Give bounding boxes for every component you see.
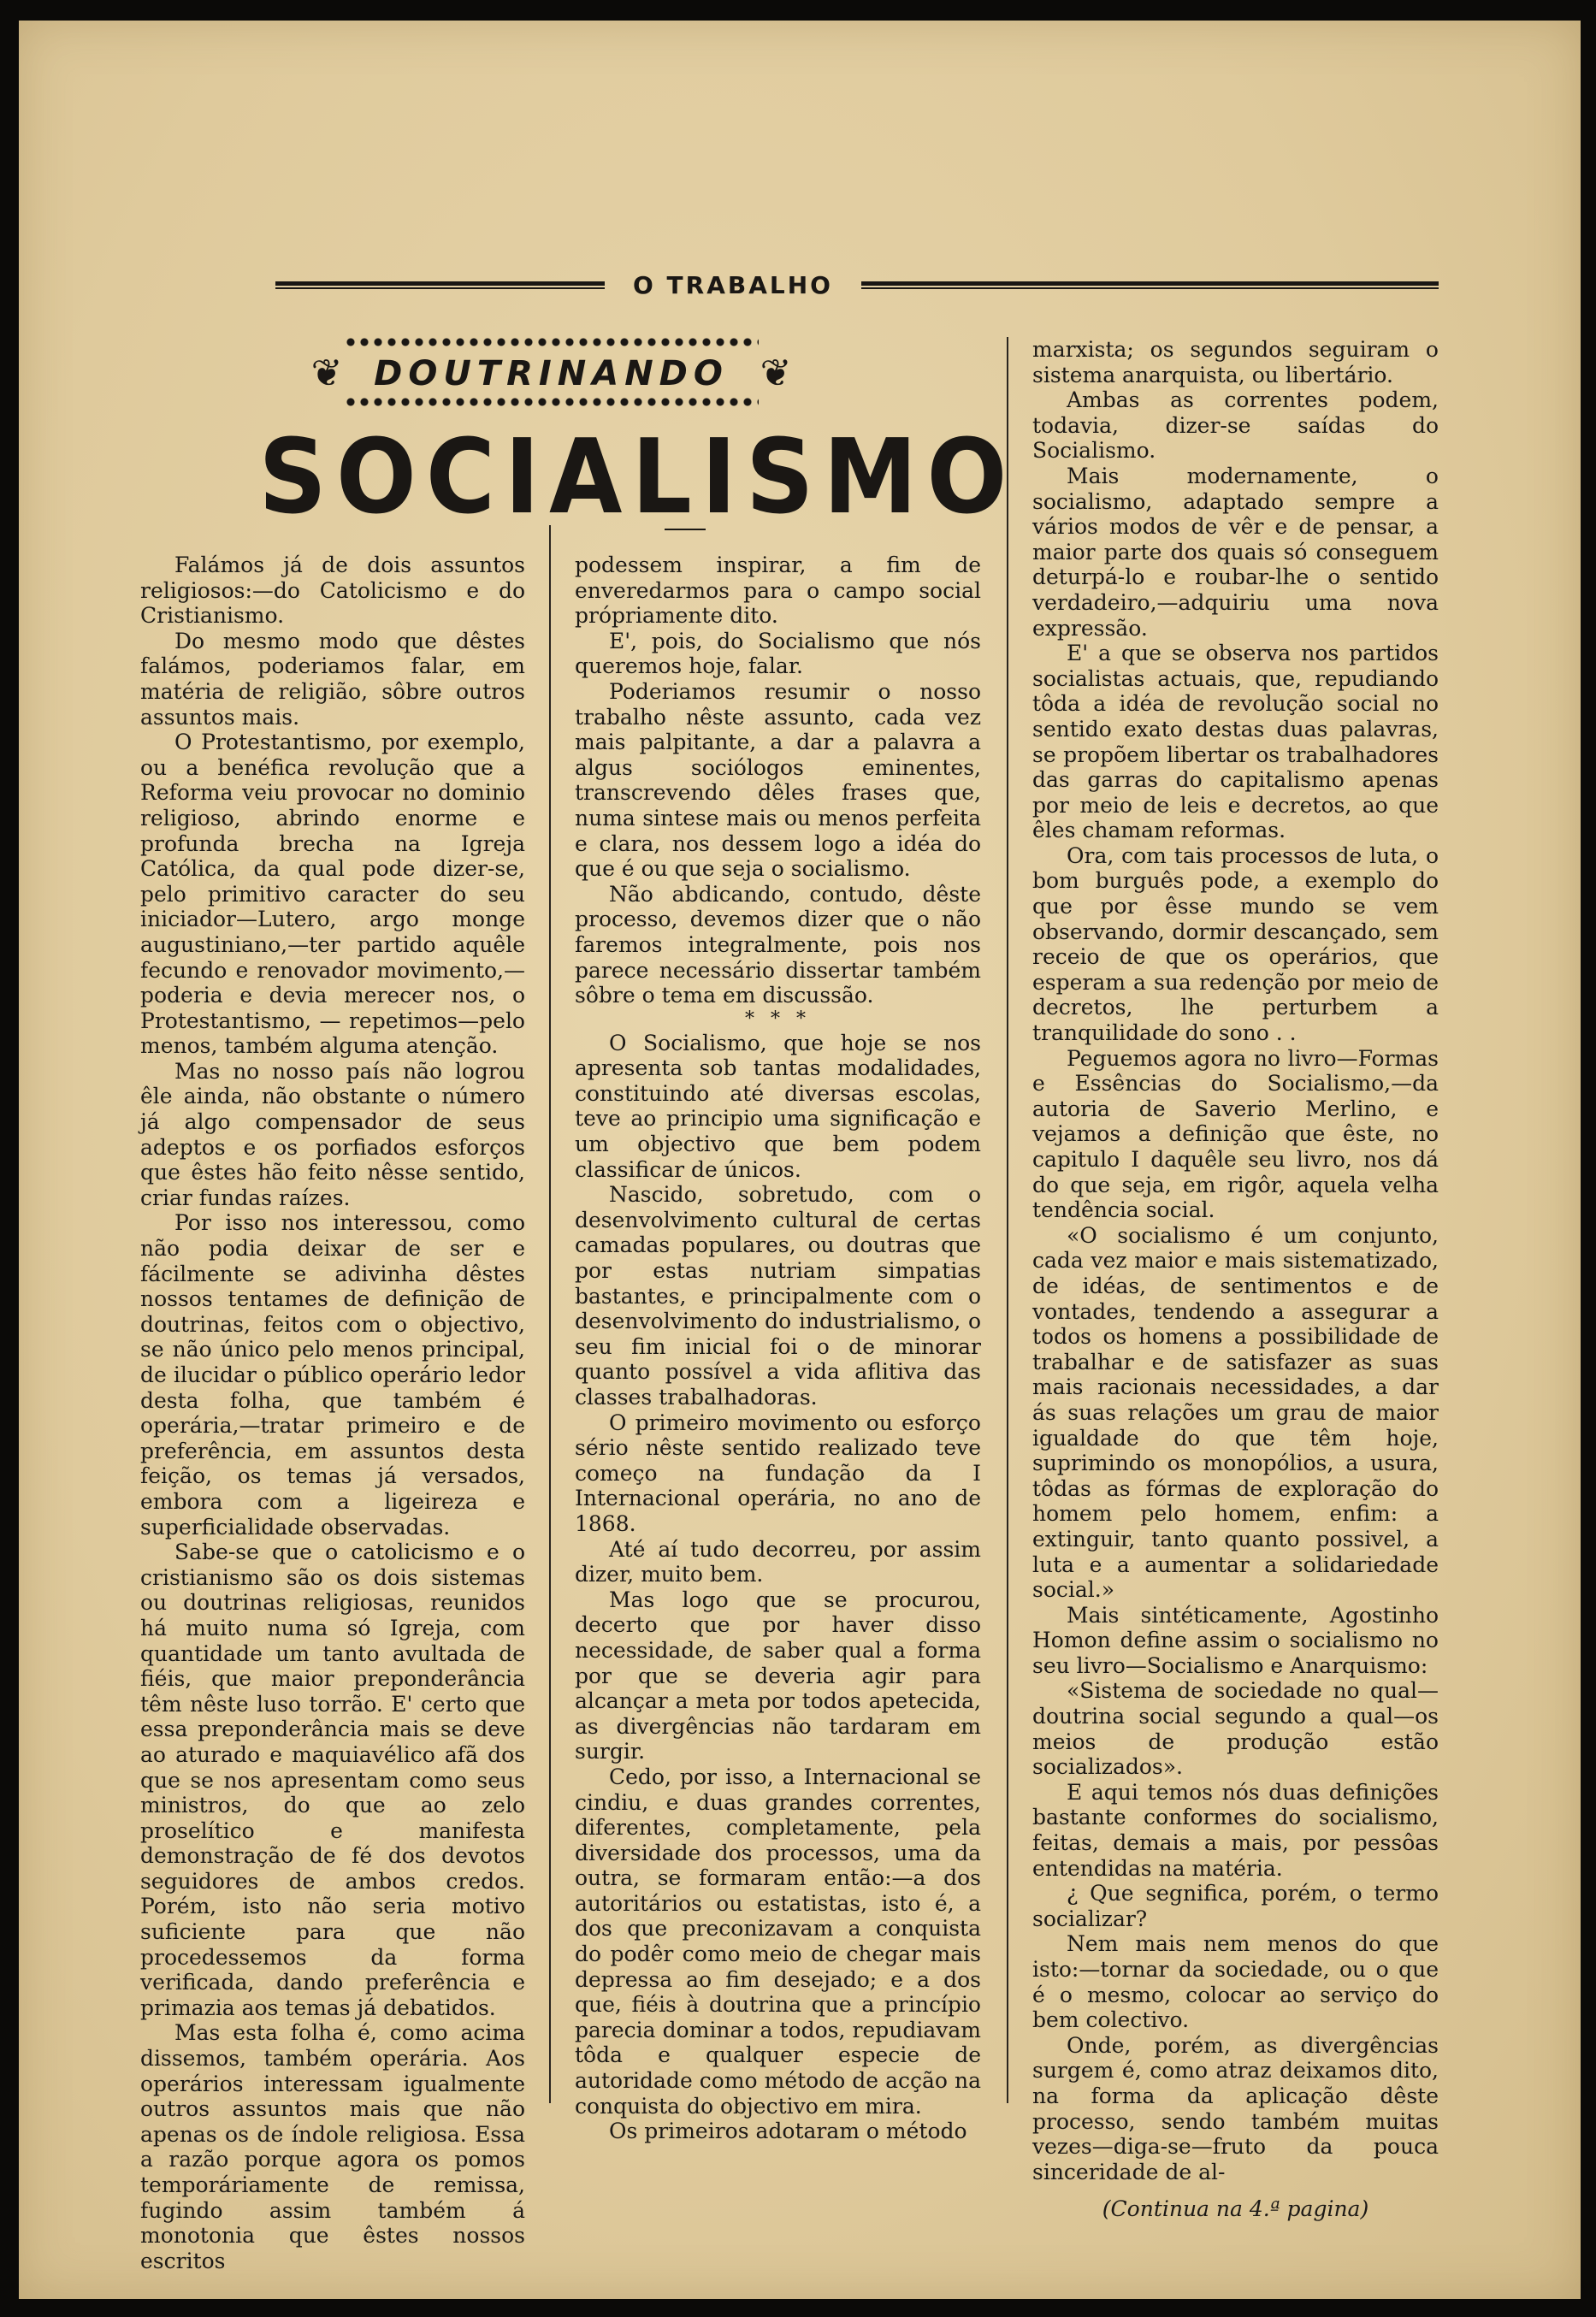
paragraph: O primeiro movimento ou esforço sério nêste sentido realizado teve começo na fundação da I Internacional operária, no ano de 1868.	[575, 1410, 981, 1536]
column-divider-2	[1007, 337, 1008, 2103]
quotation: «O socialismo é um conjunto, cada vez maior e mais sistematizado, de idéas, de sentimentos e de vontades, tendendo a assegurar a todos os homens a possibilidade de trabalhar e de satisfazer as suas mais racionais necessidades, a dar ás suas relações um grau de maior igualdade do que têm hoje, suprimindo os monopólios, a usura, tôdas as fórmas de exploração do homem pelo homem, enfim: a extinguir, tanto quanto possivel, a luta e a aumentar a solidariedade social.»	[1032, 1222, 1439, 1603]
paragraph: E', pois, do Socialismo que nós queremos hoje, falar.	[575, 628, 981, 679]
column-divider-1	[549, 525, 551, 2103]
paragraph: Mas esta folha é, como acima dissemos, também operária. Aos operários interessam igualmente outros assuntos mais que não apenas os de índole religiosa. Essa a razão porque agora os pomos temporáriamente de remissa, fugindo assim também á monotonia que êstes nossos escritos	[140, 2020, 525, 2273]
paragraph: E' a que se observa nos partidos socialistas actuais, que, repudiando tôda a idéa de revolução social no sentido exato destas duas palavras, se propõem libertar os trabalhadores das garras do capitalismo apenas por meio de leis e decretos, ao que êles chamam reformas.	[1032, 641, 1439, 843]
headline-rule	[665, 529, 706, 530]
continuation-note: (Continua na 4.ª pagina)	[1102, 2196, 1369, 2222]
article-column-3	[1032, 337, 1439, 2222]
ornament-right-icon: ❦	[760, 352, 792, 395]
paragraph: Peguemos agora no livro—Formas e Essências do Socialismo,—da autoria de Saverio Merlino, e vejamos a definição que êste, no capitulo I daquêle seu livro, nos dá do que seja, em rigôr, aquela velha tendência social.	[1032, 1045, 1439, 1223]
paragraph: Nascido, sobretudo, com o desenvolvimento cultural de certas camadas populares, ou doutras que por estas nutriam simpatias bastantes, e principalmente com o desenvolvimento do industrialismo, o seu fim inicial foi o de minorar quanto possível a vida aflitiva das classes trabalhadoras.	[575, 1182, 981, 1410]
newspaper-page	[19, 21, 1581, 2299]
paragraph: Ambas as correntes podem, todavia, dizer-se saídas do Socialismo.	[1032, 387, 1439, 464]
paragraph: E aqui temos nós duas definições bastante conformes do socialismo, feitas, demais a mais, por pessôas entendidas na matéria.	[1032, 1779, 1439, 1881]
paragraph: O Socialismo, que hoje se nos apresenta sob tantas modalidades, constituindo até diversas escolas, teve ao principio uma significação e um objectivo que bem podem classificar de únicos.	[575, 1030, 981, 1182]
quotation: «Sistema de sociedade no qual—doutrina social segundo a qual—os meios de produção estão socializados».	[1032, 1678, 1439, 1780]
paragraph: Mais modernamente, o socialismo, adaptado sempre a vários modos de vêr e de pensar, a maior parte dos quais só conseguem deturpá-lo e roubar-lhe o sentido verdadeiro,—adquiriu uma nova expressão.	[1032, 463, 1439, 641]
paragraph: Mas no nosso país não logrou êle ainda, não obstante o número já algo compensador de seus adeptos e os porfiados esforços que êstes hão feito nêsse sentido, criar fundas raízes.	[140, 1058, 525, 1210]
masthead-rule-right	[861, 281, 1439, 289]
paragraph: Até aí tudo decorreu, por assim dizer, muito bem.	[575, 1536, 981, 1587]
masthead	[275, 271, 1439, 297]
paragraph: O Protestantismo, por exemplo, ou a benéfica revolução que a Reforma veiu provocar no dominio religioso, abrindo enorme e profunda brecha na Igreja Católica, da qual pode dizer-se, pelo primitivo caracter do seu iniciador—Lutero, argo monge augustiniano,—ter partido aquêle fecundo e renovador movimento,—poderia e devia merecer nos, o Protestantismo, — repetimos—pelo menos, também alguma atenção.	[140, 730, 525, 1059]
banner-dots-top	[344, 336, 759, 348]
paragraph: Ora, com tais processos de luta, o bom burguês pode, a exemplo do que por êsse mundo se vem observando, dormir descançado, sem receio de que os operários, que esperam a sua redenção por meio de decretos, lhe perturbem a tranquilidade do sono . .	[1032, 842, 1439, 1046]
paragraph: Sabe-se que o catolicismo e o cristianismo são os dois sistemas ou doutrinas religiosas, reunidos há muito numa só Igreja, com quantidade um tanto avultada de fiéis, que maior preponderância têm nêste luso torrão. E' certo que essa preponderância mais se deve ao aturado e maquiavélico afã dos que se nos apresentam como seus ministros, do que ao zelo proselítico e manifesta demonstração de fé dos devotos seguidores de ambos credos. Porém, isto não seria motivo suficiente para que não procedessemos da forma verificada, dando preferência e primazia aos temas já debatidos.	[140, 1540, 525, 2020]
paragraph: Mas logo que se procurou, decerto que por haver disso necessidade, de saber qual a forma por que se deveria agir para alcançar a meta por todos apetecida, as divergências não tardaram em surgir.	[575, 1587, 981, 1764]
paragraph: Não abdicando, contudo, dêste processo, devemos dizer que o não faremos integralmente, pois nos parece necessário dissertar também sôbre o tema em discussão.	[575, 881, 981, 1008]
banner-dots-bottom	[344, 396, 759, 408]
paragraph: podessem inspirar, a fim de enveredarmos para o campo social própriamente dito.	[575, 553, 981, 629]
paragraph: Mais sintéticamente, Agostinho Homon define assim o socialismo no seu livro—Socialismo e Anarquismo:	[1032, 1602, 1439, 1678]
paragraph: Os primeiros adotaram o método	[609, 2119, 967, 2144]
paragraph: Nem mais nem menos do que isto:—tornar da sociedade, ou o que é o mesmo, colocar ao serviço do bem colectivo.	[1032, 1931, 1439, 2033]
article-column-1	[140, 553, 525, 2273]
paragraph: Por isso nos interessou, como não podia deixar de ser e fácilmente se adivinha dêstes nossos tentames de definição de doutrinas, feitos com o objectivo, se não único pelo menos principal, de ilucidar o público operário ledor desta folha, que também é operária,—tratar primeiro e de preferência, em assuntos desta feição, os temas já versados, embora com a ligeireza e superficialidade observadas.	[140, 1210, 525, 1540]
section-label: DOUTRINANDO	[374, 354, 729, 393]
paragraph: Cedo, por isso, a Internacional se cindiu, e duas grandes correntes, diferentes, completamente, pela diversidade dos processos, uma da outra, se formaram então:—a dos autoritários ou estatistas, isto é, a dos que preconizavam a conquista do podêr como meio de chegar mais depressa ao fim desejado; e a dos que, fiéis à doutrina que a princípio parecia dominar a todos, repudiavam tôda e qualquer especie de autoridade como método de acção na conquista do objectivo em mira.	[575, 1764, 981, 2119]
paragraph: marxista; os segundos seguiram o sistema anarquista, ou libertário.	[1032, 337, 1439, 387]
ornament-left-icon: ❦	[310, 352, 343, 395]
section-banner	[297, 333, 806, 415]
masthead-rule-left	[275, 281, 605, 289]
paragraph: Do mesmo modo que dêstes falámos, poderiamos falar, em matéria de religião, sôbre outros assuntos mais.	[140, 628, 525, 730]
paragraph: Onde, porém, as divergências surgem é, como atraz deixamos dito, na forma da aplicação dêste processo, sendo também muitas vezes—diga-se—fruto da pouca sinceridade de al-	[1032, 2032, 1439, 2184]
paragraph: ¿ Que segnifica, porém, o termo socializar?	[1032, 1881, 1439, 1931]
article-headline: SOCIALISMO	[258, 418, 1017, 537]
article-column-2	[575, 553, 981, 2144]
masthead-title: O TRABALHO	[633, 271, 833, 299]
section-separator: * * *	[745, 1008, 811, 1030]
paragraph: Falámos já de dois assuntos religiosos:—do Catolicismo e do Cristianismo.	[140, 553, 525, 629]
paragraph: Poderiamos resumir o nosso trabalho nêste assunto, cada vez mais palpitante, a dar a palavra a algus sociólogos eminentes, transcrevendo dêles frases que, numa sintese mais ou menos perfeita e clara, nos dessem logo a idéa do que é ou que seja o socialismo.	[575, 678, 981, 882]
